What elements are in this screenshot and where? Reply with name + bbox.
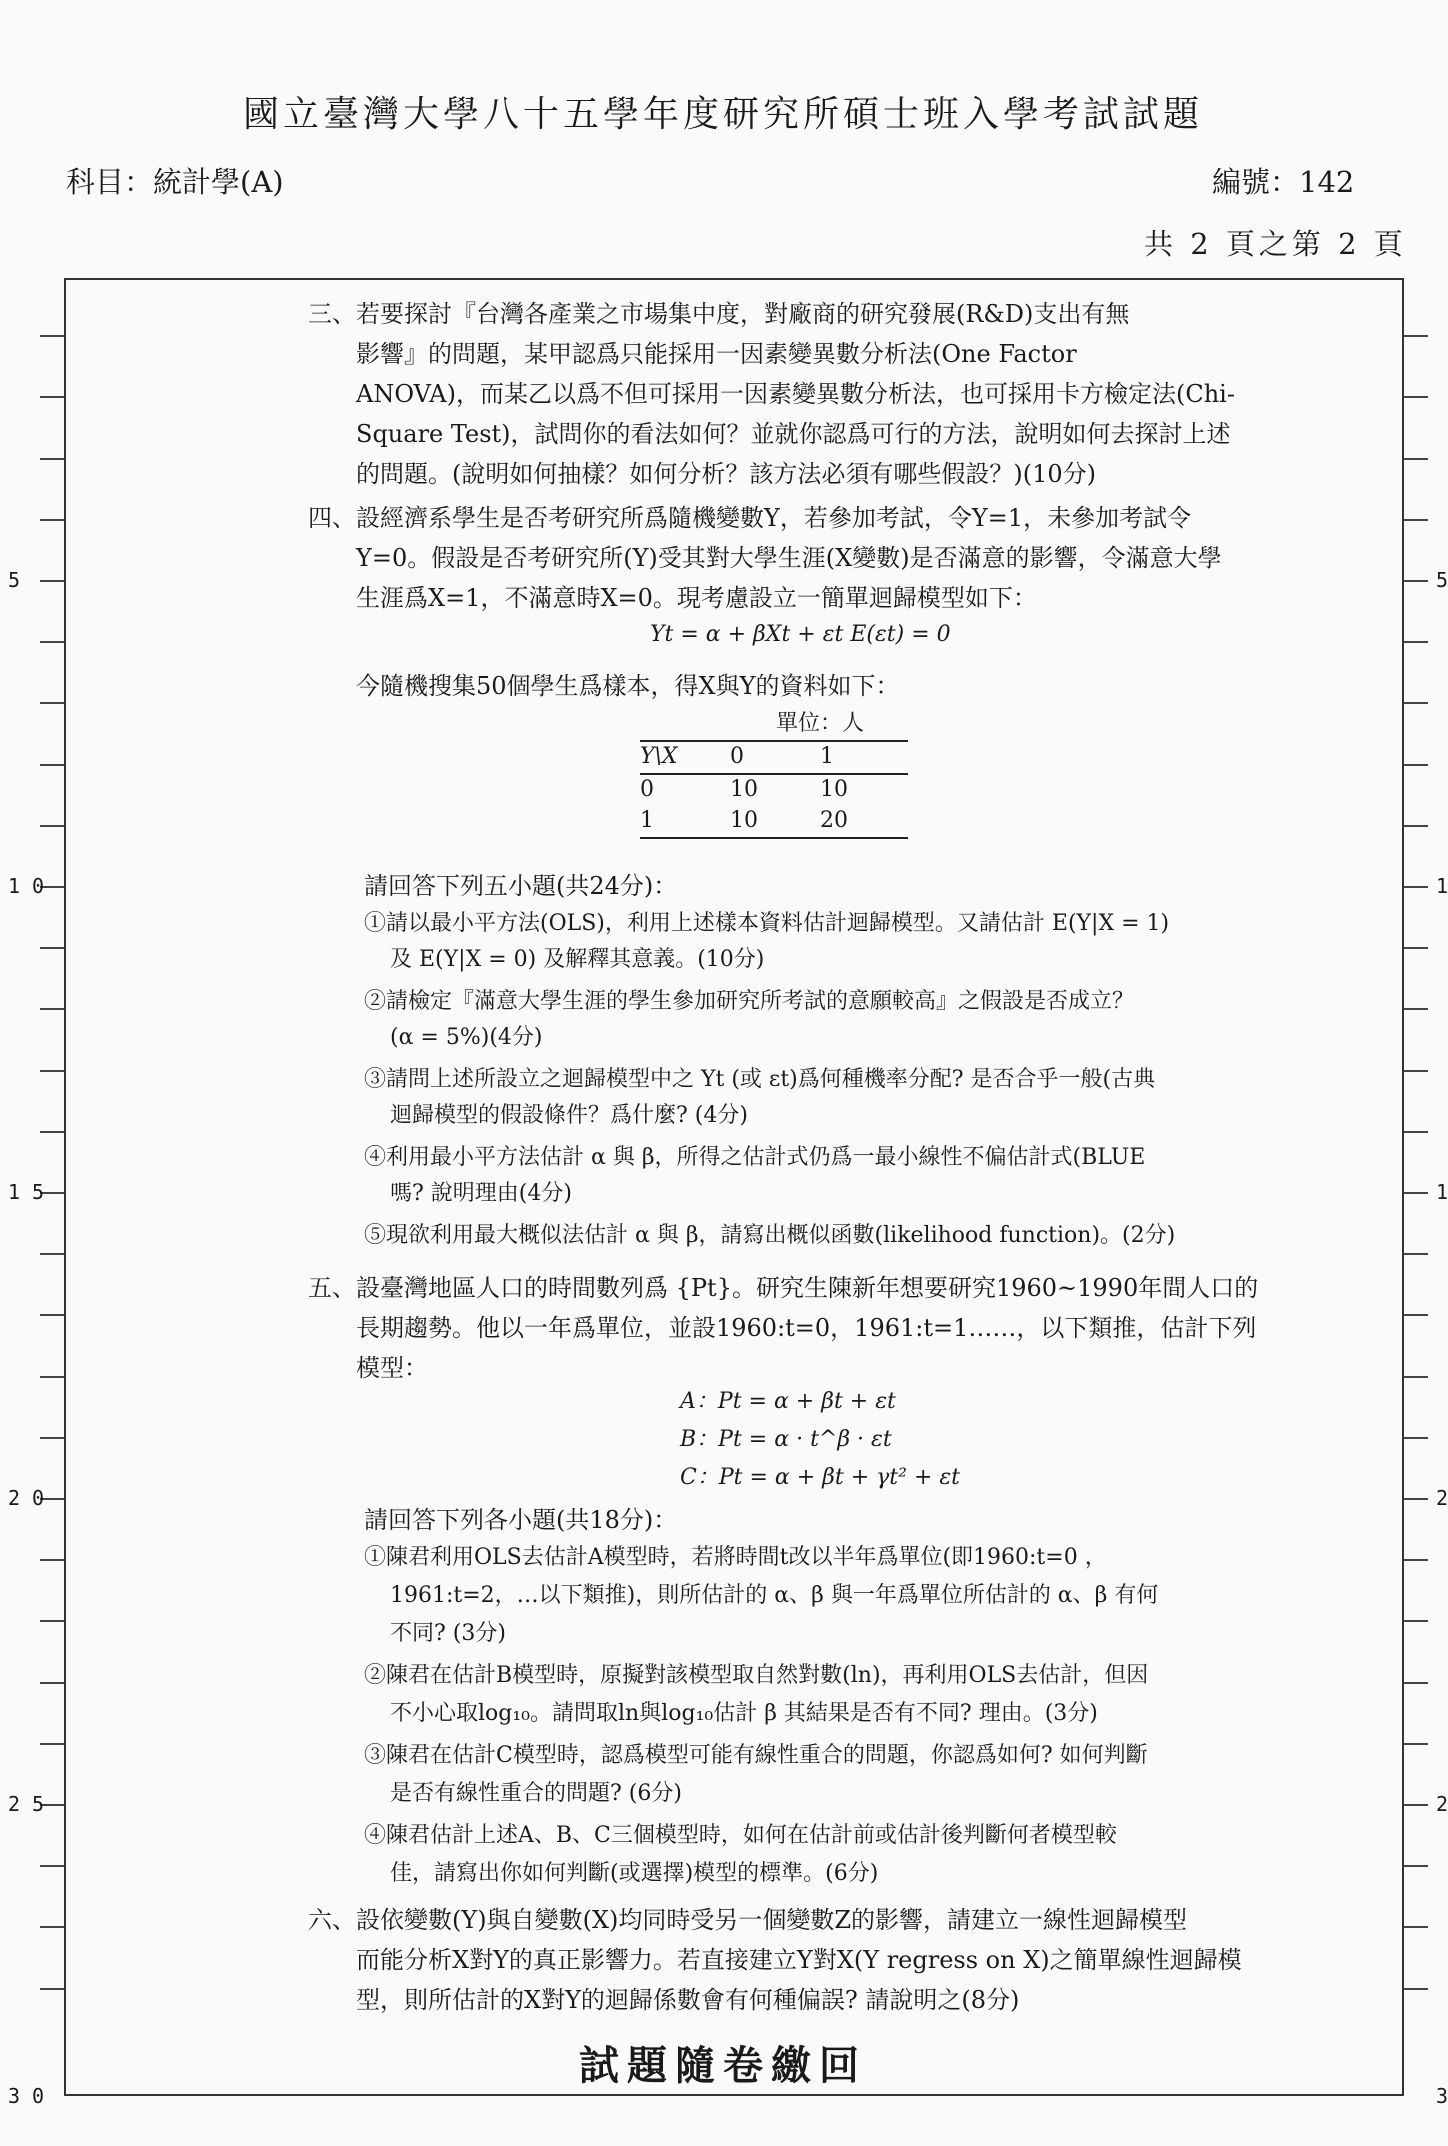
right-margin-number: 1 xyxy=(1436,874,1448,898)
question-line: Y=0。假設是否考研究所(Y)受其對大學生涯(X變數)是否滿意的影響，令滿意大學 xyxy=(356,544,1222,572)
table-cell: 1 xyxy=(640,806,730,838)
question-line: 的問題。(說明如何抽樣？如何分析？該方法必須有哪些假設？)(10分) xyxy=(356,460,1096,488)
question-line: ANOVA)，而某乙以爲不但可採用一因素變異數分析法，也可採用卡方檢定法(Chi- xyxy=(356,380,1235,408)
model-equation: B：Pt = α · t^β · εt xyxy=(680,1427,892,1452)
return-notice: 試題隨卷繳回 xyxy=(579,2042,867,2089)
table-cell: 10 xyxy=(730,777,758,802)
question-line: 設經濟系學生是否考研究所爲隨機變數Y，若參加考試，令Y=1，未參加考試令 xyxy=(356,504,1192,532)
right-margin-number: 5 xyxy=(1436,568,1448,592)
right-margin-number: 2 xyxy=(1436,1486,1448,1510)
sub-question-line: 不小心取log₁₀。請問取ln與log₁₀估計 β 其結果是否有不同? 理由。(3分) xyxy=(390,1701,1098,1726)
question-number: 三、 xyxy=(308,300,356,328)
margin-number: 25 xyxy=(8,1792,57,1816)
question-line: 設依變數(Y)與自變數(X)均同時受另一個變數Z的影響，請建立一線性迴歸模型 xyxy=(356,1906,1188,1934)
question-line: 型，則所估計的X對Y的迴歸係數會有何種偏誤? 請說明之(8分) xyxy=(356,1986,1020,2014)
sub-question-line: 佳，請寫出你如何判斷(或選擇)模型的標準。(6分) xyxy=(390,1861,879,1886)
table-cell: 0 xyxy=(640,777,654,802)
question-line: 設臺灣地區人口的時間數列爲 {Pt}。研究生陳新年想要研究1960~1990年間人口的 xyxy=(356,1274,1259,1302)
right-margin-number: 2 xyxy=(1436,1792,1448,1816)
model-equation: C：Pt = α + βt + γt² + εt xyxy=(680,1465,961,1490)
question-line: 若要探討『台灣各產業之市場集中度，對廠商的研究發展(R&D)支出有無 xyxy=(356,300,1130,328)
data-table xyxy=(640,740,908,839)
question-number: 六、 xyxy=(308,1906,356,1934)
table-header-cell: Y\X xyxy=(640,741,730,774)
subject-label: 科目：統計學(A) xyxy=(66,165,284,199)
right-margin-number: 1 xyxy=(1436,1180,1448,1204)
table-cell: 20 xyxy=(820,806,908,838)
margin-number: 15 xyxy=(8,1180,57,1204)
sub-question-line: ⑤現欲利用最大概似法估計 α 與 β，請寫出概似函數(likelihood function)。(2分) xyxy=(364,1223,1176,1248)
sub-question-line: ③請問上述所設立之迴歸模型中之 Yt (或 εt)爲何種機率分配? 是否合乎一般(古典 xyxy=(364,1067,1156,1092)
table-row xyxy=(640,774,908,806)
regression-equation: Yt = α + βXt + εt E(εt) = 0 xyxy=(650,622,951,647)
table-header-cell: 0 xyxy=(730,741,820,774)
table-row xyxy=(640,806,908,838)
question-line: 生涯爲X=1，不滿意時X=0。現考慮設立一簡單迴歸模型如下： xyxy=(356,584,1037,612)
margin-number: 10 xyxy=(8,874,57,898)
question-line: 今隨機搜集50個學生爲樣本，得X與Y的資料如下： xyxy=(356,672,900,700)
table-unit: 單位：人 xyxy=(776,711,865,736)
sub-question-line: ①請以最小平方法(OLS)，利用上述樣本資料估計迴歸模型。又請估計 E(Y|X = 1) xyxy=(364,911,1170,936)
sub-question-line: 是否有線性重合的問題? (6分) xyxy=(390,1781,682,1806)
sub-question-line: ②陳君在估計B模型時，原擬對該模型取自然對數(ln)，再利用OLS去估計，但因 xyxy=(364,1663,1149,1688)
sub-question-line: ①陳君利用OLS去估計A模型時，若將時間t改以半年爲單位(即1960:t=0 ， xyxy=(364,1545,1107,1570)
margin-number: 20 xyxy=(8,1486,57,1510)
model-equation: A：Pt = α + βt + εt xyxy=(680,1389,896,1414)
question-number: 五、 xyxy=(308,1274,356,1302)
table-cell: 10 xyxy=(820,777,848,802)
sub-question-line: 不同? (3分) xyxy=(390,1621,506,1646)
margin-number: 30 xyxy=(8,2084,57,2108)
sub-question-line: 嗎? 說明理由(4分) xyxy=(390,1181,572,1206)
sub-question-prompt: 請回答下列各小題(共18分)： xyxy=(364,1506,678,1534)
sub-question-line: ④陳君估計上述A、B、C三個模型時，如何在估計前或估計後判斷何者模型較 xyxy=(364,1823,1117,1848)
sub-question-prompt: 請回答下列五小題(共24分)： xyxy=(364,872,678,900)
sub-question-line: 迴歸模型的假設條件？爲什麼? (4分) xyxy=(390,1103,748,1128)
margin-number: 5 xyxy=(8,568,33,592)
page-info: 共 2 頁之第 2 頁 xyxy=(1144,227,1407,261)
table-header-row xyxy=(640,741,908,774)
question-number: 四、 xyxy=(308,504,356,532)
question-line: 影響』的問題，某甲認爲只能採用一因素變異數分析法(One Factor xyxy=(356,340,1077,368)
sub-question-line: 1961:t=2，…以下類推)，則所估計的 α、β 與一年爲單位所估計的 α、β 有何 xyxy=(390,1583,1159,1608)
question-line: 長期趨勢。他以一年爲單位，並設1960:t=0，1961:t=1……，以下類推，估計下列 xyxy=(356,1314,1257,1342)
question-line: 模型： xyxy=(356,1354,428,1382)
table-header-cell: 1 xyxy=(820,741,908,774)
sub-question-line: 及 E(Y|X = 0) 及解釋其意義。(10分) xyxy=(390,947,765,972)
sub-question-line: ②請檢定『滿意大學生涯的學生參加研究所考試的意願較高』之假設是否成立？ xyxy=(364,989,1135,1014)
exam-title: 國立臺灣大學八十五學年度研究所碩士班入學考試試題 xyxy=(242,94,1203,135)
sub-question-line: ④利用最小平方法估計 α 與 β，所得之估計式仍爲一最小線性不偏估計式(BLUE xyxy=(364,1145,1146,1170)
question-line: Square Test)，試問你的看法如何？並就你認爲可行的方法，說明如何去探討上述 xyxy=(356,420,1231,448)
question-line: 而能分析X對Y的真正影響力。若直接建立Y對X(Y regress on X)之簡單線性迴歸模 xyxy=(356,1946,1242,1974)
sub-question-line: (α = 5%)(4分) xyxy=(390,1025,543,1050)
right-margin-number: 3 xyxy=(1436,2084,1448,2108)
sub-question-line: ③陳君在估計C模型時，認爲模型可能有線性重合的問題，你認爲如何? 如何判斷 xyxy=(364,1743,1148,1768)
exam-code: 編號：142 xyxy=(1212,165,1355,199)
table-cell: 10 xyxy=(730,806,820,838)
